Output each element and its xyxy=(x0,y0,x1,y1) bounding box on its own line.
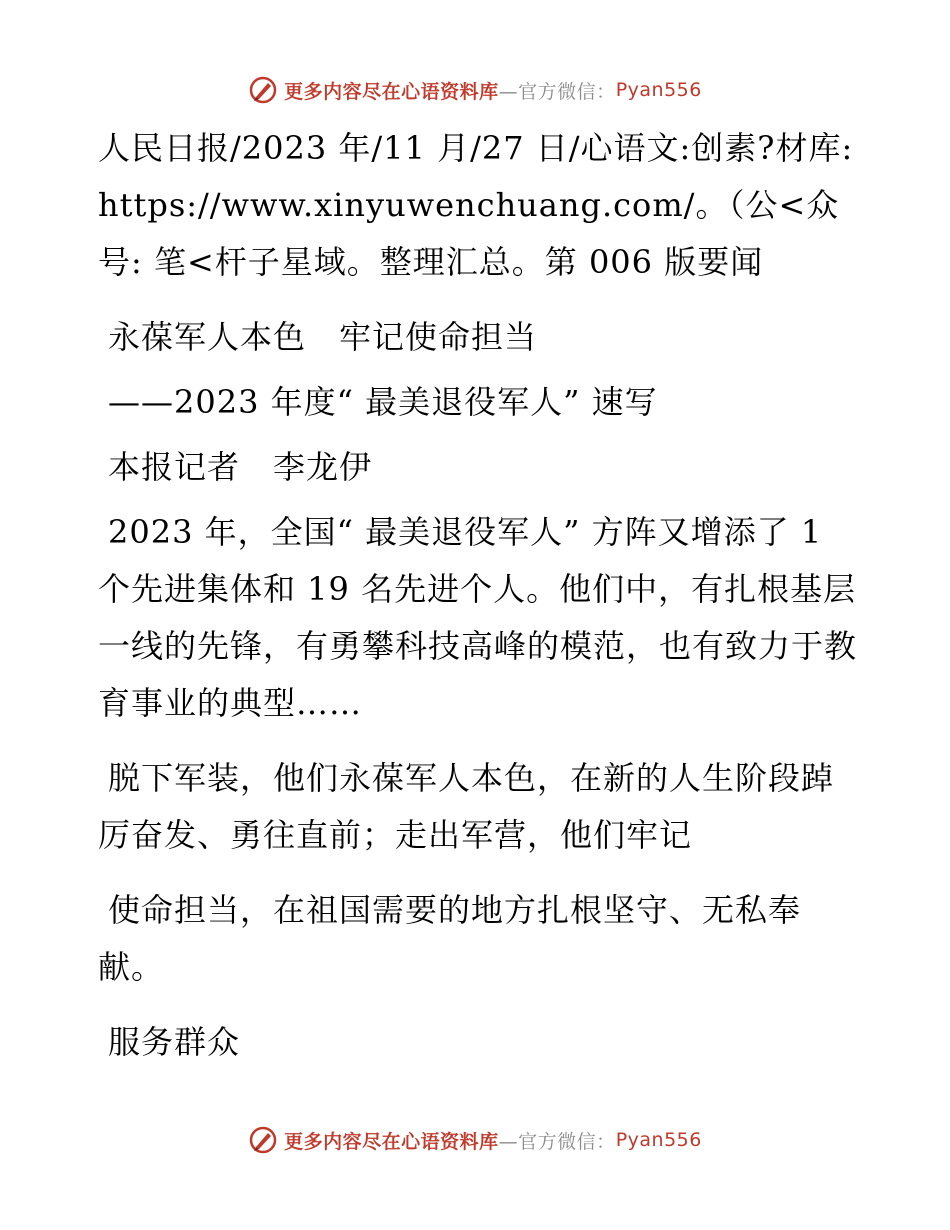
section-heading: 服务群众 xyxy=(108,1023,241,1061)
paragraph-source: 人民日报/2023 年/11 月/27 日/心语文:创素?材库: https://www.xinyuwenchuang.com/。（公<众号: 笔<杆子星域。整理汇总。第 006 版要闻 xyxy=(98,129,854,281)
watermark-main-text: 更多内容尽在心语资料库 xyxy=(284,80,499,103)
article-title: 永葆军人本色 牢记使命担当 xyxy=(108,318,538,356)
paragraph-intro: 2023 年，全国“ 最美退役军人” 方阵又增添了 1 个先进集体和 19 名先进个人。他们中，有扎根基层一线的先锋，有勇攀科技高峰的模范，也有致力于教育事业的典型…… xyxy=(98,513,858,722)
watermark-id-text: Pyan556 xyxy=(615,1129,702,1151)
document-body xyxy=(98,120,858,1089)
watermark-dash-text: —官方微信： xyxy=(498,1130,616,1153)
paragraph-body-1: 脱下军装，他们永葆军人本色，在新的人生阶段踔厉奋发、勇往直前；走出军营，他们牢记 xyxy=(98,759,835,854)
watermark-banner-top xyxy=(0,70,950,110)
watermark-dash-text: —官方微信： xyxy=(498,80,616,103)
watermark-id-text: Pyan556 xyxy=(615,79,702,101)
pen-circle-logo-icon xyxy=(248,75,278,105)
watermark-banner-bottom xyxy=(0,1120,950,1160)
article-subtitle: ——2023 年度“ 最美退役军人” 速写 xyxy=(108,383,658,421)
watermark-main-text: 更多内容尽在心语资料库 xyxy=(284,1130,499,1153)
paragraph-body-2: 使命担当，在祖国需要的地方扎根坚守、无私奉献。 xyxy=(98,891,802,986)
article-byline: 本报记者 李龙伊 xyxy=(108,448,373,486)
pen-circle-logo-icon xyxy=(248,1125,278,1155)
